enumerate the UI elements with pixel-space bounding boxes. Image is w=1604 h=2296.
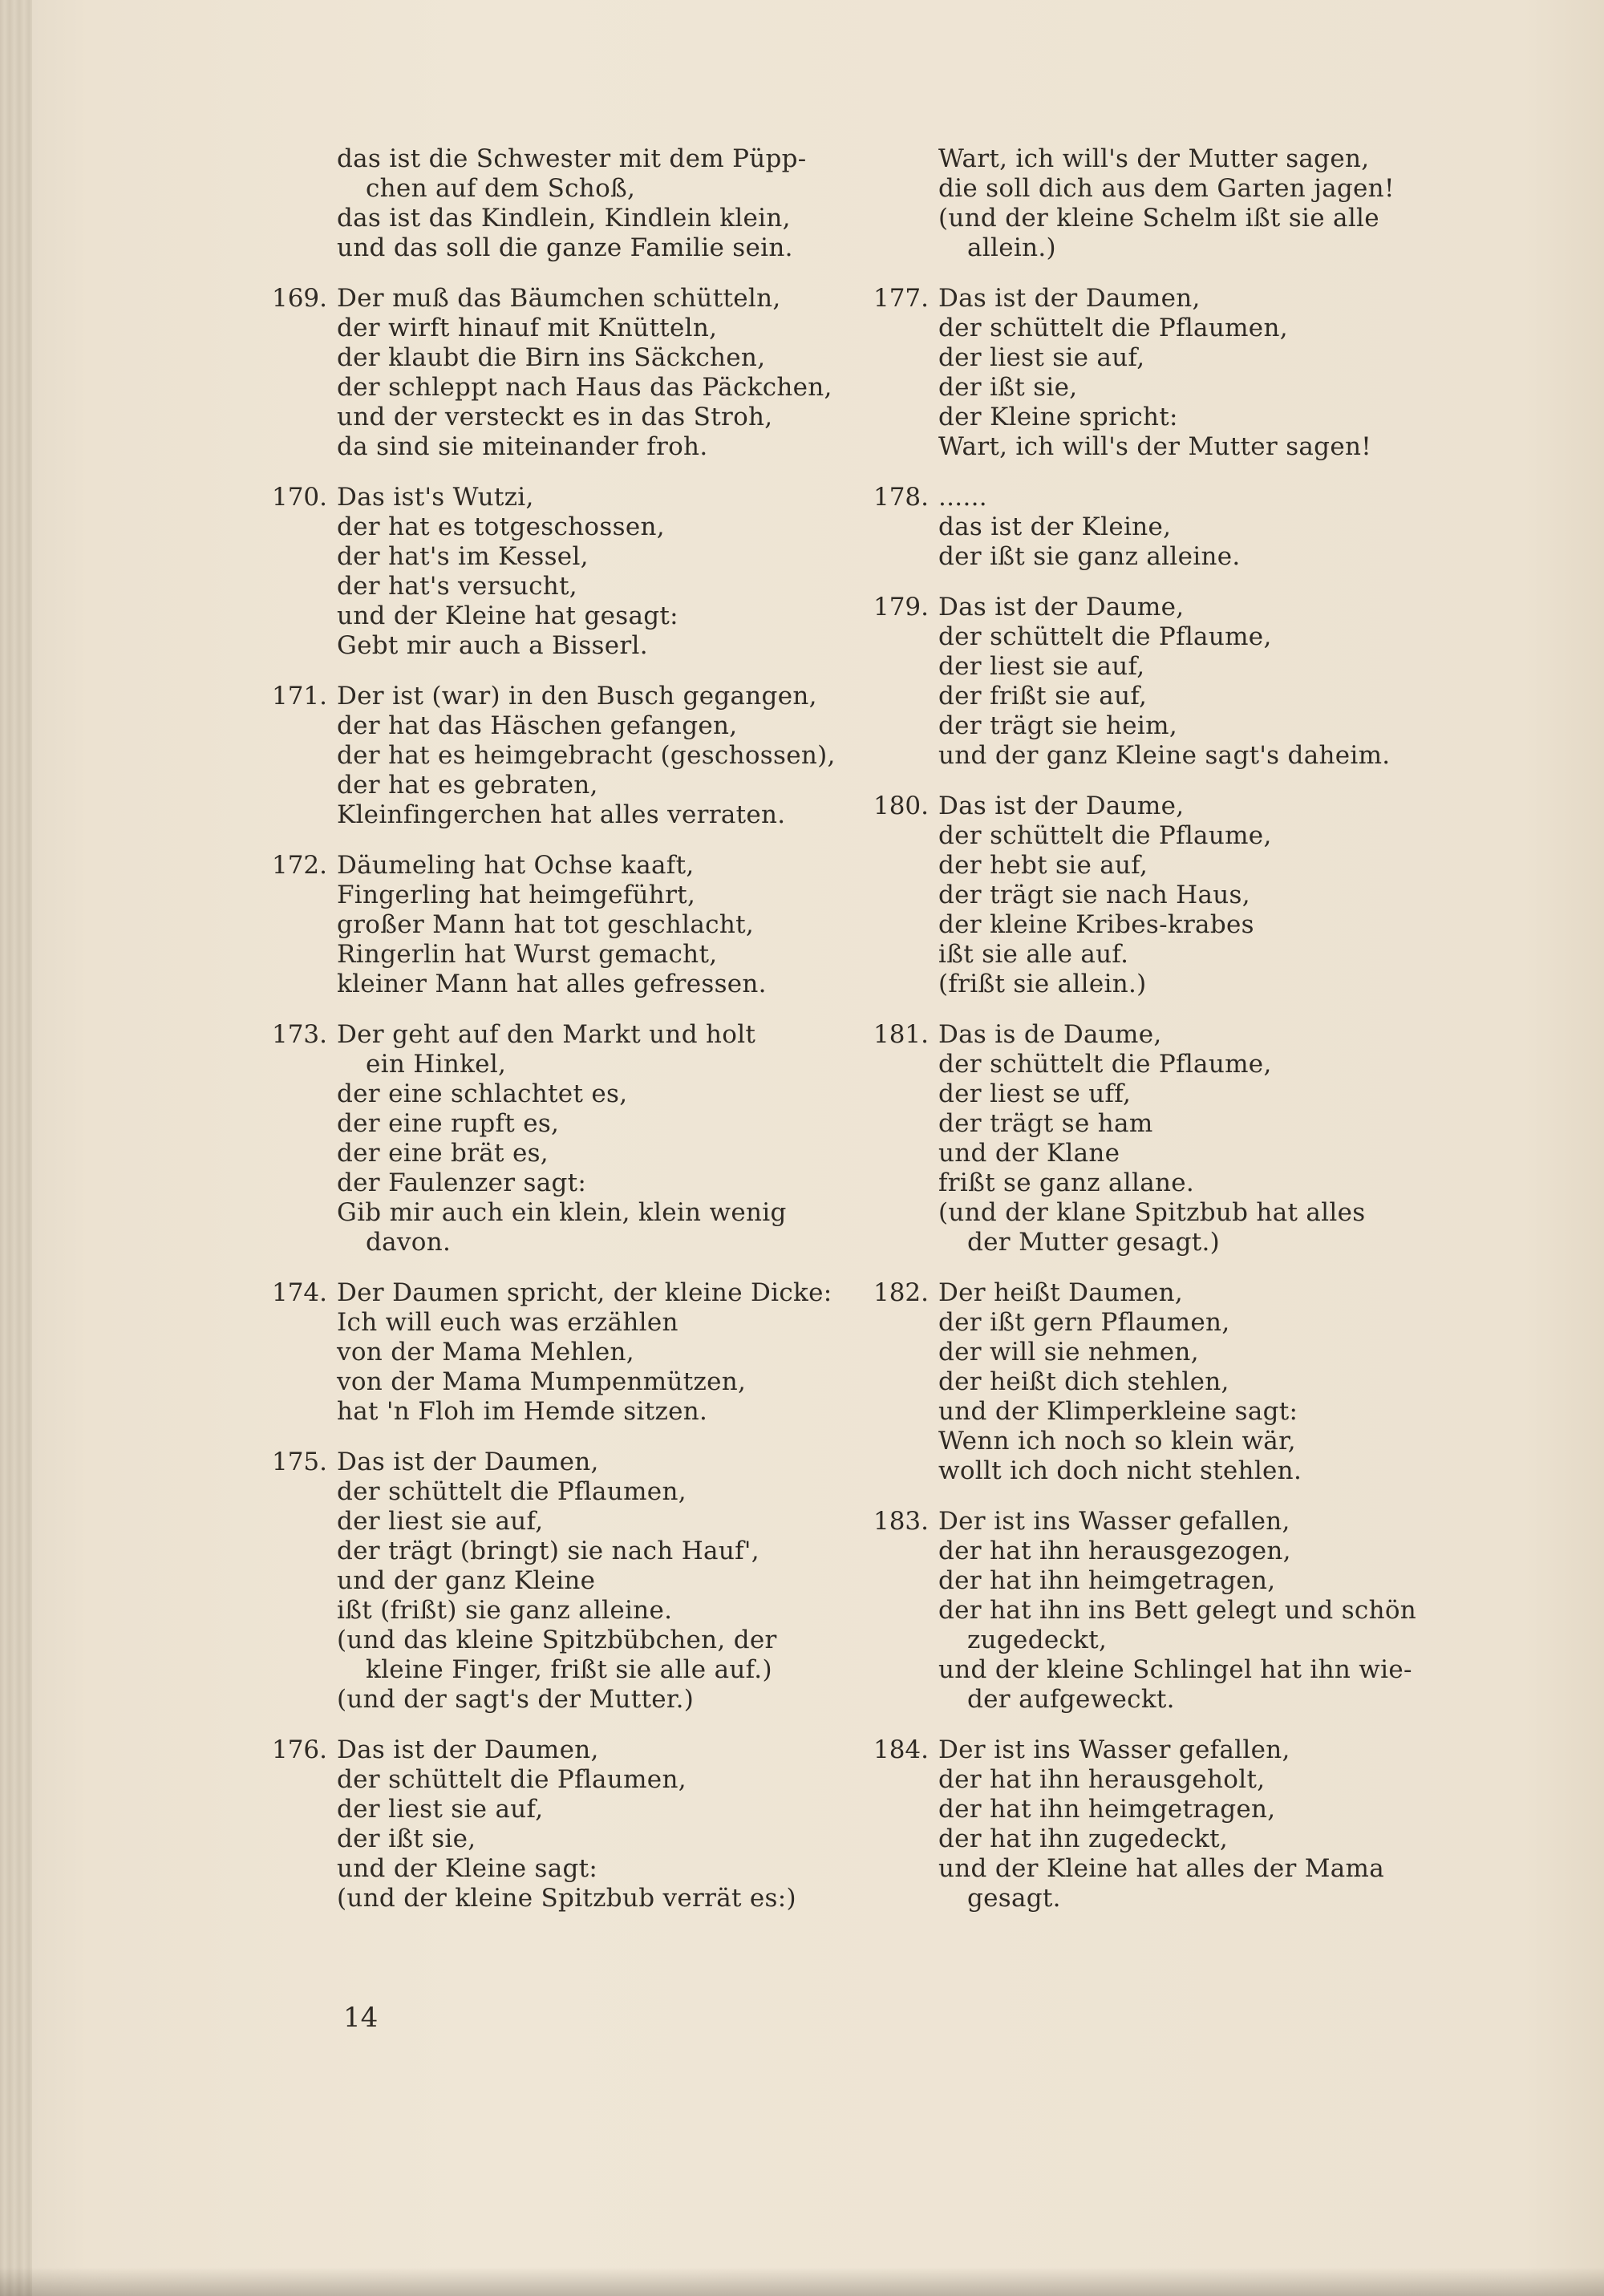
verse-line: der ißt sie, <box>337 1824 476 1853</box>
verse-line: der ißt sie, <box>938 373 1078 402</box>
verse-line: kleine Finger, frißt sie alle auf.) <box>366 1655 772 1684</box>
verse-line: Wart, ich will's der Mutter sagen, <box>938 144 1370 173</box>
verse-line: allein.) <box>967 233 1056 262</box>
verse-line: der ißt sie ganz alleine. <box>938 542 1241 571</box>
verse-line: und der kleine Schlingel hat ihn wie- <box>938 1655 1412 1684</box>
verse-line: (und der klane Spitzbub hat alles <box>938 1198 1366 1227</box>
verse-number: 179. <box>873 593 929 622</box>
verse-line: die soll dich aus dem Garten jagen! <box>938 174 1395 203</box>
verse-line: (und der kleine Schelm ißt sie alle <box>938 204 1379 233</box>
verse-line: der heißt dich stehlen, <box>938 1367 1229 1396</box>
verse-number: 171. <box>271 682 327 711</box>
verse-line: Wart, ich will's der Mutter sagen! <box>938 432 1371 461</box>
verse-line: der hat ihn heimgetragen, <box>938 1795 1276 1824</box>
verse-line: der liest sie auf, <box>938 652 1145 681</box>
verse-181 <box>873 1020 1516 1257</box>
verse-line: der Mutter gesagt.) <box>967 1228 1221 1257</box>
verse-line: der kleine Kribes-krabes <box>938 910 1254 939</box>
verse-number: 169. <box>271 284 327 313</box>
verse-line: der wirft hinauf mit Knütteln, <box>337 314 718 342</box>
verse-175 <box>271 1448 914 1715</box>
verse-line: der schüttelt die Pflaume, <box>938 821 1272 850</box>
verse-line: der liest sie auf, <box>938 343 1145 372</box>
verse-170 <box>271 483 914 661</box>
verse-line: ißt sie alle auf. <box>938 940 1129 969</box>
verse-line: Kleinfingerchen hat alles verraten. <box>337 800 786 829</box>
verse-line: der liest sie auf, <box>337 1795 544 1824</box>
verse-line: ein Hinkel, <box>366 1050 507 1079</box>
verse-line: der eine rupft es, <box>337 1109 560 1138</box>
verse-line: der hat ihn herausgezogen, <box>938 1537 1291 1565</box>
verse-line: Der ist ins Wasser gefallen, <box>938 1507 1290 1536</box>
verse-line: der will sie nehmen, <box>938 1338 1199 1367</box>
verse-177 <box>873 284 1516 462</box>
verse-number: 176. <box>271 1735 327 1764</box>
verse-line: (und der kleine Spitzbub verrät es:) <box>337 1884 796 1913</box>
verse-line: Das ist der Daumen, <box>337 1448 599 1476</box>
verse-line: Däumeling hat Ochse kaaft, <box>337 851 695 880</box>
verse-line: (und das kleine Spitzbübchen, der <box>337 1626 777 1654</box>
verse-line: der schüttelt die Pflaumen, <box>337 1477 687 1506</box>
verse-line: der hat das Häschen gefangen, <box>337 711 738 740</box>
verse-line: Das ist der Daumen, <box>337 1735 599 1764</box>
verse-line: Das ist der Daumen, <box>938 284 1201 313</box>
verse-number: 177. <box>873 284 929 313</box>
verse-line: der hebt sie auf, <box>938 851 1148 880</box>
verse-line: Der muß das Bäumchen schütteln, <box>337 284 781 313</box>
verse-line: der hat's versucht, <box>337 572 577 601</box>
verse-line: kleiner Mann hat alles gefressen. <box>337 970 767 998</box>
verse-line: der trägt sie nach Haus, <box>938 881 1250 909</box>
verse-line: der schüttelt die Pflaume, <box>938 622 1272 651</box>
verse-183 <box>873 1507 1516 1715</box>
verse-number: 170. <box>271 483 327 512</box>
verse-line: hat 'n Floh im Hemde sitzen. <box>337 1397 708 1426</box>
verse-line: zugedeckt, <box>967 1626 1108 1654</box>
verse-line: der Kleine spricht: <box>938 403 1178 431</box>
verse-continuation <box>938 144 1516 263</box>
verse-line: der aufgeweckt. <box>967 1685 1175 1714</box>
verse-line: der hat ihn herausgeholt, <box>938 1765 1266 1794</box>
verse-line: chen auf dem Schoß, <box>366 174 636 203</box>
verse-line: der frißt sie auf, <box>938 682 1148 711</box>
verse-line: von der Mama Mehlen, <box>337 1338 634 1367</box>
verse-line: Der ist (war) in den Busch gegangen, <box>337 682 817 711</box>
verse-line: Gib mir auch ein klein, klein wenig <box>337 1198 787 1227</box>
verse-line: Der Daumen spricht, der kleine Dicke: <box>337 1278 832 1307</box>
verse-number: 173. <box>271 1020 327 1049</box>
verse-continuation <box>337 144 914 263</box>
verse-number: 174. <box>271 1278 327 1307</box>
verse-number: 184. <box>873 1735 929 1764</box>
verse-line: gesagt. <box>967 1884 1061 1913</box>
verse-line: Das ist der Daume, <box>938 792 1185 820</box>
verse-176 <box>271 1735 914 1913</box>
verse-line: (frißt sie allein.) <box>938 970 1147 998</box>
verse-172 <box>271 851 914 999</box>
verse-line: der hat es totgeschossen, <box>337 512 665 541</box>
verse-number: 181. <box>873 1020 929 1049</box>
verse-line: Der ist ins Wasser gefallen, <box>938 1735 1290 1764</box>
verse-line: Gebt mir auch a Bisserl. <box>337 631 648 660</box>
verse-169 <box>271 284 914 462</box>
verse-line: Das ist der Daume, <box>938 593 1185 622</box>
verse-178 <box>873 483 1516 572</box>
verse-line: davon. <box>366 1228 452 1257</box>
verse-line: und der Kleine hat gesagt: <box>337 601 678 630</box>
verse-line: und der Kleine hat alles der Mama <box>938 1854 1385 1883</box>
verse-173 <box>271 1020 914 1257</box>
verse-line: der schleppt nach Haus das Päckchen, <box>337 373 832 402</box>
verse-line: Ich will euch was erzählen <box>337 1308 678 1337</box>
verse-line: und der Klane <box>938 1139 1120 1168</box>
verse-line: der Faulenzer sagt: <box>337 1168 587 1197</box>
page-bottom-shadow <box>0 2267 1604 2296</box>
right-column <box>873 144 1516 1934</box>
verse-line: der eine schlachtet es, <box>337 1079 628 1108</box>
verse-line: der schüttelt die Pflaumen, <box>337 1765 687 1794</box>
verse-line: der trägt (bringt) sie nach Hauf', <box>337 1537 759 1565</box>
verse-line: der hat es heimgebracht (geschossen), <box>337 741 836 770</box>
verse-line: das ist die Schwester mit dem Püpp- <box>337 144 807 173</box>
verse-line: das ist das Kindlein, Kindlein klein, <box>337 204 791 233</box>
verse-line: der trägt sie heim, <box>938 711 1177 740</box>
verse-line: der schüttelt die Pflaume, <box>938 1050 1272 1079</box>
verse-line: der hat ihn heimgetragen, <box>938 1566 1276 1595</box>
verse-182 <box>873 1278 1516 1486</box>
verse-line: der liest se uff, <box>938 1079 1132 1108</box>
verse-line: Das is de Daume, <box>938 1020 1162 1049</box>
verse-line: da sind sie miteinander froh. <box>337 432 708 461</box>
verse-171 <box>271 682 914 830</box>
verse-number: 175. <box>271 1448 327 1476</box>
verse-line: der klaubt die Birn ins Säckchen, <box>337 343 766 372</box>
verse-line: und der versteckt es in das Stroh, <box>337 403 773 431</box>
left-column <box>271 144 914 1934</box>
verse-line: Das ist's Wutzi, <box>337 483 534 512</box>
verse-line: Fingerling hat heimgeführt, <box>337 881 696 909</box>
verse-number: 182. <box>873 1278 929 1307</box>
verse-line: der liest sie auf, <box>337 1507 544 1536</box>
verse-number: 183. <box>873 1507 929 1536</box>
verse-number: 178. <box>873 483 929 512</box>
verse-line: und der ganz Kleine sagt's daheim. <box>938 741 1391 770</box>
verse-line: Der geht auf den Markt und holt <box>337 1020 756 1049</box>
verse-line: und der Kleine sagt: <box>337 1854 598 1883</box>
verse-line: ...... <box>938 483 987 512</box>
verse-line: großer Mann hat tot geschlacht, <box>337 910 755 939</box>
verse-line: und der Klimperkleine sagt: <box>938 1397 1298 1426</box>
verse-line: der hat ihn zugedeckt, <box>938 1824 1229 1853</box>
verse-line: und der ganz Kleine <box>337 1566 596 1595</box>
verse-line: wollt ich doch nicht stehlen. <box>938 1456 1302 1485</box>
verse-number: 172. <box>271 851 327 880</box>
book-spine-edge <box>0 0 32 2296</box>
verse-line: Der heißt Daumen, <box>938 1278 1184 1307</box>
verse-line: und das soll die ganze Familie sein. <box>337 233 793 262</box>
verse-line: frißt se ganz allane. <box>938 1168 1195 1197</box>
verse-line: von der Mama Mumpenmützen, <box>337 1367 747 1396</box>
verse-179 <box>873 593 1516 771</box>
verse-line: der hat's im Kessel, <box>337 542 589 571</box>
verse-174 <box>271 1278 914 1427</box>
verse-line: der hat ihn ins Bett gelegt und schön <box>938 1596 1417 1625</box>
verse-line: der trägt se ham <box>938 1109 1153 1138</box>
verse-line: (und der sagt's der Mutter.) <box>337 1685 695 1714</box>
verse-line: das ist der Kleine, <box>938 512 1172 541</box>
verse-line: Ringerlin hat Wurst gemacht, <box>337 940 718 969</box>
page-number: 14 <box>343 2002 379 2034</box>
verse-line: der hat es gebraten, <box>337 771 598 800</box>
verse-184 <box>873 1735 1516 1913</box>
verse-line: ißt (frißt) sie ganz alleine. <box>337 1596 673 1625</box>
verse-line: der schüttelt die Pflaumen, <box>938 314 1288 342</box>
verse-line: der eine brät es, <box>337 1139 549 1168</box>
verse-line: Wenn ich noch so klein wär, <box>938 1427 1296 1456</box>
verse-number: 180. <box>873 792 929 820</box>
verse-180 <box>873 792 1516 999</box>
verse-line: der ißt gern Pflaumen, <box>938 1308 1230 1337</box>
